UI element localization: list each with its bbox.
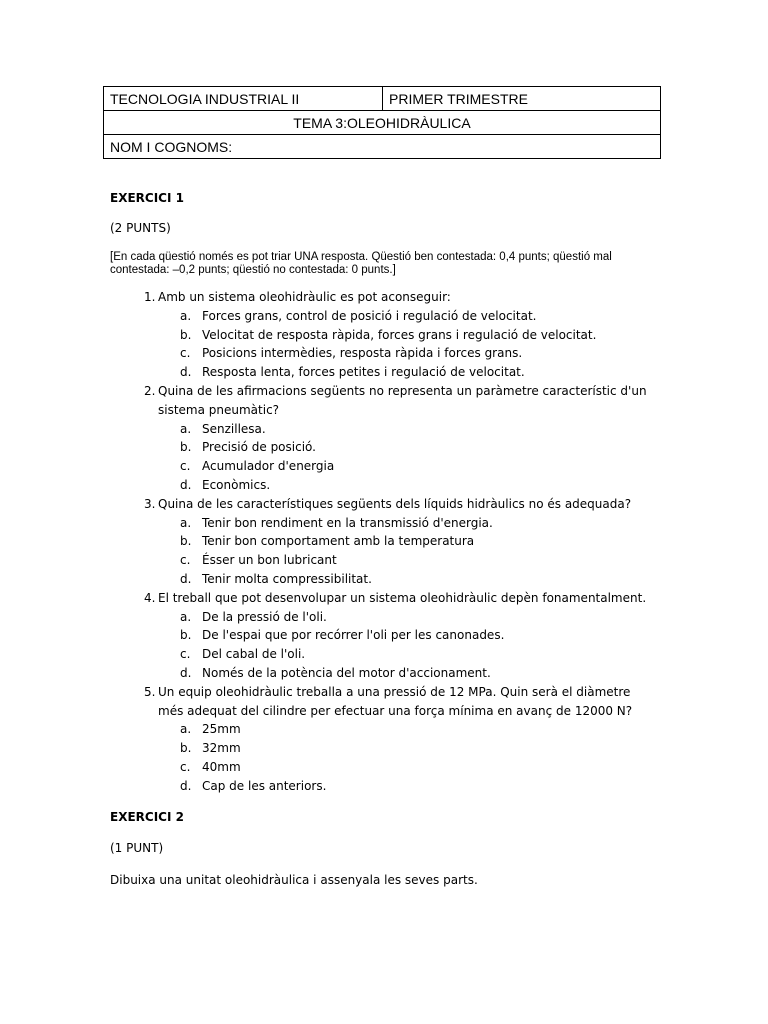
exercise2-instruction: Dibuixa una unitat oleohidràulica i assenyala les seves parts. [110,873,478,887]
answer-option[interactable] [110,476,650,495]
option-text: Econòmics. [202,477,271,492]
option-letter: a. [180,609,192,624]
question-item [110,495,650,514]
exercise1-instructions: [En cada qüestió només es pot triar UNA resposta. Qüestió ben contestada: 0,4 punts; qüestió mal contestada: –0,2 punts; qüestió no contestada: 0 punts.] [110,251,612,276]
answer-option[interactable] [110,438,650,457]
option-letter: d. [180,365,192,380]
question-number-wrap [110,589,156,608]
question-list [110,288,650,796]
question-number-wrap [110,288,156,307]
header-table [103,86,661,159]
answer-option[interactable] [110,720,650,739]
name-field[interactable]: NOM I COGNOMS: [104,135,661,159]
question-number: 2. [144,383,156,398]
exercise2-title: EXERCICI 2 [110,810,184,824]
option-letter: d. [180,665,192,680]
option-text: 40mm [202,759,241,774]
option-letter: b. [180,741,192,756]
answer-option[interactable] [110,514,650,533]
option-letter: b. [180,440,192,455]
option-text: Del cabal de l'oli. [202,647,306,662]
answer-option[interactable] [110,777,650,796]
question-item [110,589,650,608]
option-letter: c. [180,459,191,474]
question-text: Quina de les afirmacions següents no representa un paràmetre característic d'un sistema pneumàtic? [158,383,647,417]
question-item [110,382,650,420]
question-text: Un equip oleohidràulic treballa a una pressió de 12 MPa. Quin serà el diàmetre més adequat del cilindre per efectuar una força mínima en avanç de 12000 N? [158,684,633,718]
option-text: Cap de les anteriors. [202,778,327,793]
option-letter: a. [180,421,192,436]
exercise2-points: (1 PUNT) [110,841,164,855]
option-text: Tenir molta compressibilitat. [202,571,372,586]
option-text: 32mm [202,741,241,756]
option-letter: a. [180,515,192,530]
question-number-wrap [110,382,156,420]
option-letter: c. [180,346,191,361]
answer-option[interactable] [110,758,650,777]
option-letter: a. [180,722,192,737]
option-letter: d. [180,571,192,586]
option-letter: d. [180,477,192,492]
answer-option[interactable] [110,532,650,551]
answer-option[interactable] [110,551,650,570]
question-number: 5. [144,684,156,699]
option-letter: c. [180,553,191,568]
answer-option[interactable] [110,626,650,645]
answer-option[interactable] [110,307,650,326]
option-letter: c. [180,759,191,774]
answer-option[interactable] [110,363,650,382]
topic-cell: TEMA 3:OLEOHIDRÀULICA [104,111,661,135]
option-text: Tenir bon comportament amb la temperatura [202,534,475,549]
question-item [110,288,650,307]
term-cell: PRIMER TRIMESTRE [383,87,661,111]
exercise1-points: (2 PUNTS) [110,221,171,235]
question-text: El treball que pot desenvolupar un sistema oleohidràulic depèn fonamentalment. [158,590,647,605]
option-text: 25mm [202,722,241,737]
subject-cell: TECNOLOGIA INDUSTRIAL II [104,87,383,111]
question-number-wrap [110,495,156,514]
answer-option[interactable] [110,326,650,345]
option-text: Precisió de posició. [202,440,316,455]
option-letter: d. [180,778,192,793]
question-number: 1. [144,290,156,304]
answer-option[interactable] [110,645,650,664]
question-text: Amb un sistema oleohidràulic es pot aconseguir: [158,290,451,304]
answer-option[interactable] [110,664,650,683]
answer-option[interactable] [110,739,650,758]
option-text: De l'espai que por recórrer l'oli per les canonades. [202,628,505,643]
question-item [110,683,650,721]
question-number: 3. [144,496,156,511]
option-text: Forces grans, control de posició i regulació de velocitat. [202,308,537,323]
exercise1-title: EXERCICI 1 [110,191,184,205]
answer-option[interactable] [110,344,650,363]
option-text: Senzillesa. [202,421,266,436]
option-text: Només de la potència del motor d'accionament. [202,665,491,680]
option-text: De la pressió de l'oli. [202,609,327,624]
question-text: Quina de les característiques següents dels líquids hidràulics no és adequada? [158,496,632,511]
option-text: Resposta lenta, forces petites i regulació de velocitat. [202,365,525,380]
option-letter: b. [180,534,192,549]
option-text: Tenir bon rendiment en la transmissió d'energia. [202,515,493,530]
option-letter: a. [180,308,192,323]
option-letter: b. [180,628,192,643]
option-text: Ésser un bon lubricant [202,553,337,568]
answer-option[interactable] [110,457,650,476]
option-text: Posicions intermèdies, resposta ràpida i forces grans. [202,346,523,361]
answer-option[interactable] [110,420,650,439]
question-number-wrap [110,683,156,721]
option-letter: c. [180,647,191,662]
option-text: Velocitat de resposta ràpida, forces grans i regulació de velocitat. [202,327,597,342]
question-number: 4. [144,590,156,605]
option-text: Acumulador d'energia [202,459,335,474]
option-letter: b. [180,327,192,342]
answer-option[interactable] [110,608,650,627]
answer-option[interactable] [110,570,650,589]
